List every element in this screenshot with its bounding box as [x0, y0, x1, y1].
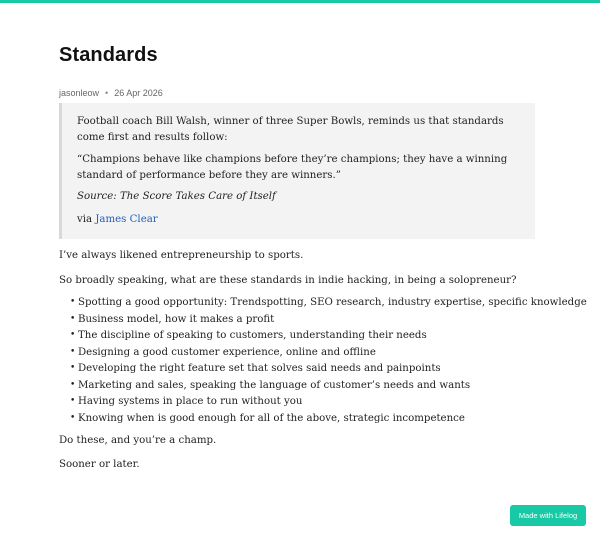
author-name: jasonleow [59, 88, 100, 98]
via-link[interactable]: James Clear [95, 214, 158, 225]
list-item: • Having systems in place to run without you [72, 394, 587, 411]
made-with-lifelog-button[interactable]: Made with Lifelog [510, 505, 586, 526]
list-item: • Spotting a good opportunity: Trendspotting, SEO research, industry expertise, specific knowledge [72, 295, 587, 312]
page-title: Standards [59, 44, 158, 66]
paragraph-1: I’ve always likened entrepreneurship to sports. [59, 250, 304, 261]
quote-source: Source: The Score Takes Care of Itself [77, 191, 276, 202]
post-date: 26 Apr 2026 [114, 88, 163, 98]
standards-list [72, 295, 587, 427]
list-item: • Knowing when is good enough for all of the above, strategic incompetence [72, 411, 587, 428]
meta-separator: • [105, 88, 109, 98]
quote-text: “Champions behave like champions before they’re champions; they have a winning standard of performance before they are winners.” [77, 154, 508, 181]
list-item: • Business model, how it makes a profit [72, 312, 587, 329]
post-meta [59, 88, 163, 98]
list-item: • Marketing and sales, speaking the language of customer’s needs and wants [72, 378, 587, 395]
quote-via [77, 212, 527, 228]
paragraph-4: Sooner or later. [59, 459, 140, 470]
blockquote [59, 103, 535, 239]
top-accent-bar [0, 0, 600, 3]
list-item: • The discipline of speaking to customers, understanding their needs [72, 328, 587, 345]
paragraph-2: So broadly speaking, what are these standards in indie hacking, in being a solopreneur? [59, 275, 517, 286]
paragraph-3: Do these, and you’re a champ. [59, 435, 217, 446]
via-prefix: via [77, 214, 96, 225]
list-item: • Designing a good customer experience, online and offline [72, 345, 587, 362]
quote-intro: Football coach Bill Walsh, winner of three Super Bowls, reminds us that standards come first and results follow: [77, 116, 504, 143]
list-item: • Developing the right feature set that solves said needs and painpoints [72, 361, 587, 378]
